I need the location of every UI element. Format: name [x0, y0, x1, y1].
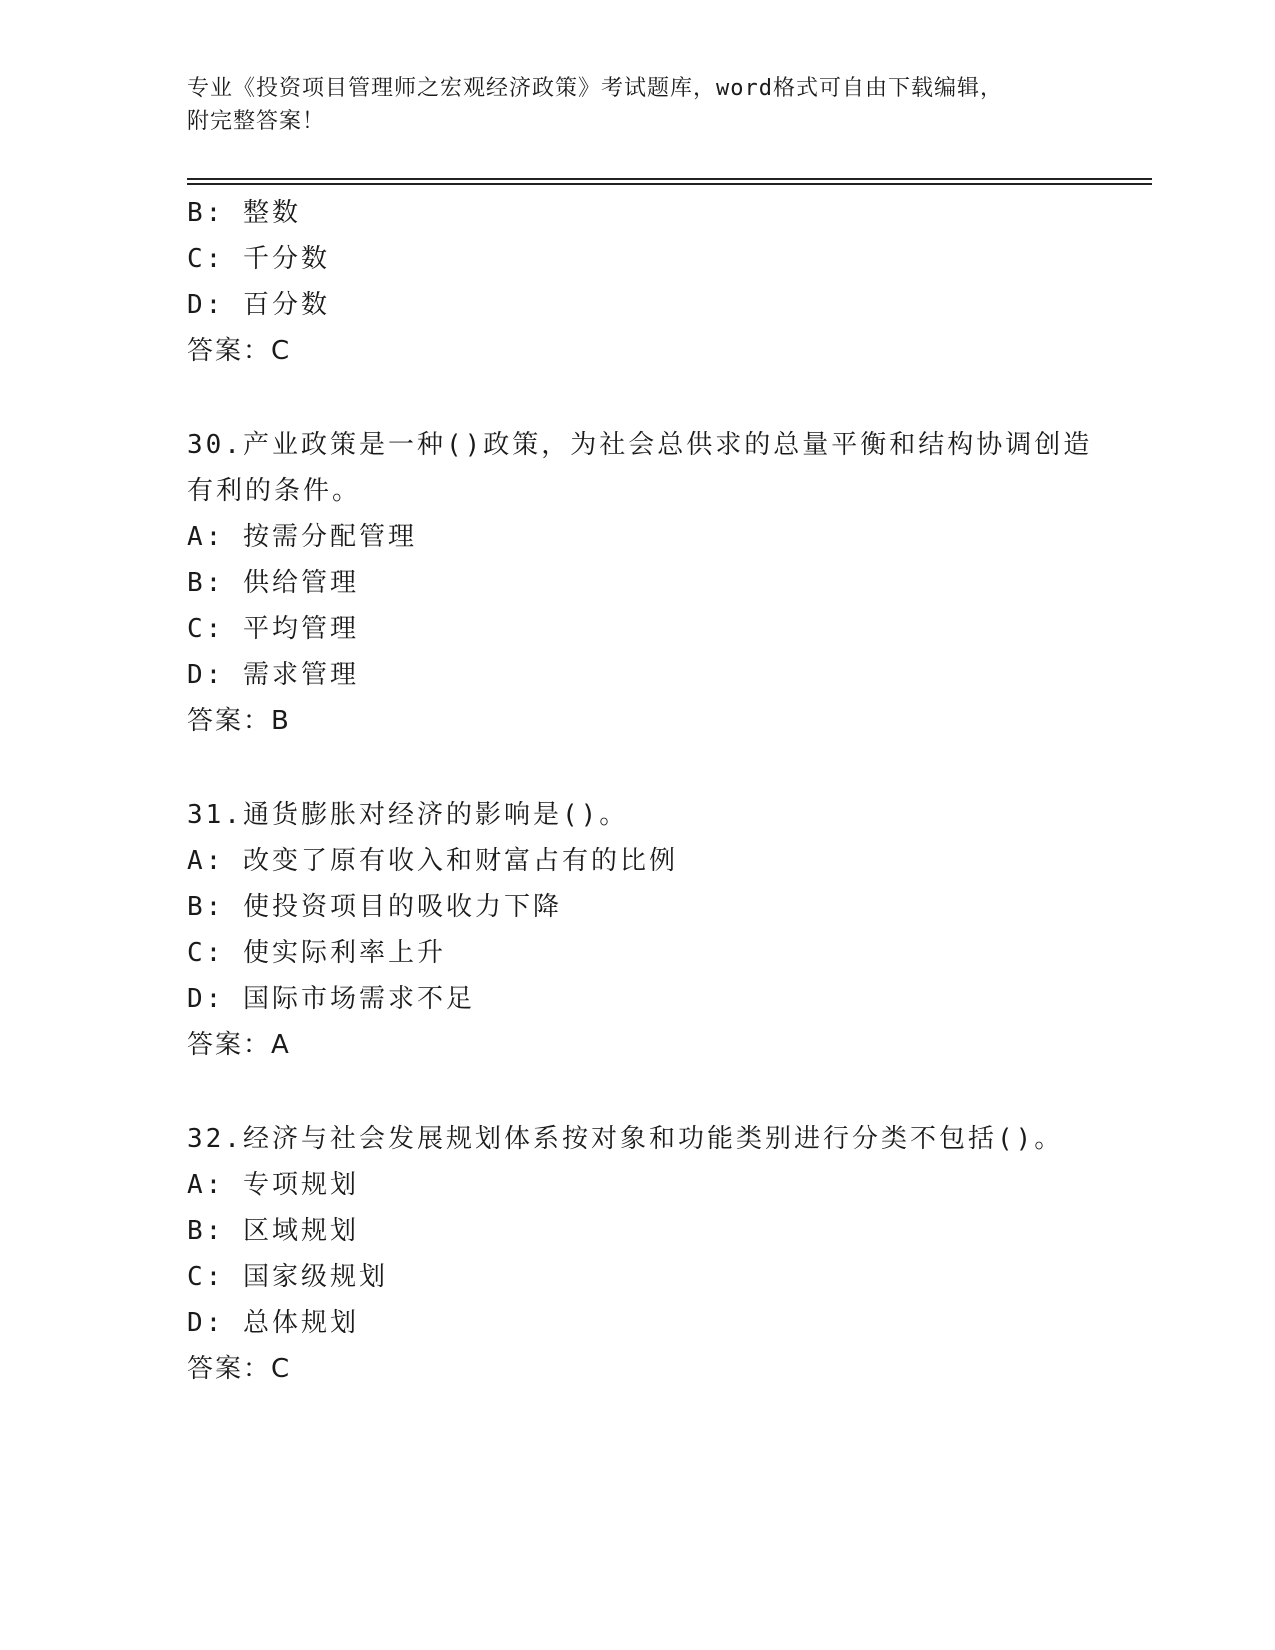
option-b — [187, 884, 1087, 930]
option-text: 国家级规划 — [242, 1262, 388, 1292]
question-31 — [187, 792, 1087, 1068]
option-text: 千分数 — [242, 244, 330, 274]
question-stem-line-2: 有利的条件。 — [187, 476, 362, 506]
option-b — [187, 1208, 1087, 1254]
option-text: 区域规划 — [242, 1216, 359, 1246]
answer: 答案：B — [187, 706, 291, 736]
option-text: 专项规划 — [242, 1170, 359, 1200]
option-a — [187, 1162, 1087, 1208]
option-d — [187, 1300, 1087, 1346]
option-label: B: — [187, 198, 225, 228]
header-divider-top — [187, 178, 1152, 180]
option-d — [187, 976, 1087, 1022]
option-text: 需求管理 — [242, 660, 359, 690]
question-30 — [187, 422, 1093, 744]
answer: 答案：C — [187, 336, 292, 366]
option-text: 使投资项目的吸收力下降 — [242, 892, 562, 922]
option-label: B: — [187, 892, 225, 922]
question-29-continued — [187, 190, 1087, 374]
option-label: C: — [187, 1262, 225, 1292]
answer: 答案：A — [187, 1030, 291, 1060]
option-label: D: — [187, 290, 225, 320]
option-label: C: — [187, 614, 225, 644]
option-label: A: — [187, 1170, 225, 1200]
option-label: B: — [187, 1216, 225, 1246]
header-divider-bottom — [187, 183, 1152, 185]
option-label: A: — [187, 846, 225, 876]
option-text: 改变了原有收入和财富占有的比例 — [242, 846, 678, 876]
question-stem-line-1: 31.通货膨胀对经济的影响是()。 — [187, 800, 629, 830]
option-text: 供给管理 — [242, 568, 359, 598]
question-stem-line-1: 30.产业政策是一种()政策，为社会总供求的总量平衡和结构协调创造 — [187, 430, 1093, 460]
option-label: C: — [187, 938, 225, 968]
question-stem-line-1: 32.经济与社会发展规划体系按对象和功能类别进行分类不包括()。 — [187, 1124, 1064, 1154]
option-label: A: — [187, 522, 225, 552]
option-text: 平均管理 — [242, 614, 359, 644]
option-text: 按需分配管理 — [242, 522, 417, 552]
question-list — [187, 190, 1093, 1392]
option-label: D: — [187, 1308, 225, 1338]
option-label: D: — [187, 660, 225, 690]
option-d — [187, 652, 1087, 698]
option-label: D: — [187, 984, 225, 1014]
option-text: 整数 — [242, 198, 301, 228]
option-text: 国际市场需求不足 — [242, 984, 475, 1014]
option-b — [187, 190, 1087, 236]
option-b — [187, 560, 1087, 606]
option-a — [187, 838, 1087, 884]
option-c — [187, 606, 1087, 652]
option-label: C: — [187, 244, 225, 274]
header-line-1: 专业《投资项目管理师之宏观经济政策》考试题库，word格式可自由下载编辑， — [187, 76, 1003, 101]
option-c — [187, 236, 1087, 282]
answer: 答案：C — [187, 1354, 292, 1384]
question-32 — [187, 1116, 1087, 1392]
option-d — [187, 282, 1087, 328]
option-label: B: — [187, 568, 225, 598]
option-a — [187, 514, 1087, 560]
option-text: 总体规划 — [242, 1308, 359, 1338]
document-header — [187, 72, 1087, 138]
option-text: 百分数 — [242, 290, 330, 320]
option-c — [187, 1254, 1087, 1300]
header-line-2: 附完整答案！ — [187, 109, 326, 134]
option-text: 使实际利率上升 — [242, 938, 446, 968]
option-c — [187, 930, 1087, 976]
